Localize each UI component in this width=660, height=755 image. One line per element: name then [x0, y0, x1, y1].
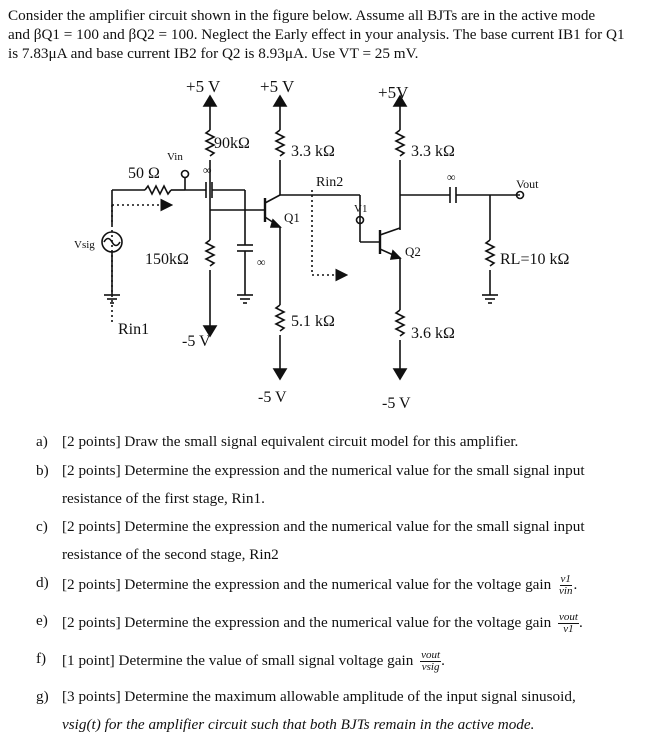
amplifier-circuit-diagram — [0, 70, 660, 420]
resistor-50 — [145, 186, 171, 194]
label-vsig: Vsig — [74, 239, 95, 251]
vin-node — [182, 171, 189, 178]
label-neg-1: -5 V — [182, 333, 211, 350]
label-3k3-2: 3.3 kΩ — [411, 143, 455, 160]
label-3k3-1: 3.3 kΩ — [291, 143, 335, 160]
label-cap-inf-3: ∞ — [447, 170, 456, 184]
gain-fraction-d: $\frac{v1}{\text{vin}}$ — [559, 573, 573, 597]
label-q2: Q2 — [405, 244, 421, 259]
label-cap-inf-2: ∞ — [257, 255, 266, 269]
supply-label-2: +5 V — [260, 77, 295, 96]
label-neg-2: -5 V — [258, 389, 287, 406]
gain-fraction-e: $\frac{\text{vout}}{v1}$ — [559, 611, 578, 635]
supply-label-1: +5 V — [186, 77, 221, 96]
label-v1: V1 — [354, 203, 368, 215]
label-5k1: 5.1 kΩ — [291, 313, 335, 330]
label-150k: 150kΩ — [145, 251, 189, 268]
label-vout: Vout — [516, 177, 539, 191]
supply-label-3: +5V — [378, 83, 409, 102]
resistor-90k — [206, 130, 214, 156]
label-90k: 90kΩ — [214, 135, 250, 152]
label-rin1: Rin1 — [118, 321, 150, 338]
resistor-150k — [206, 240, 214, 266]
resistor-load — [486, 240, 494, 266]
label-load: RL=10 kΩ — [500, 251, 570, 268]
label-neg-3: -5 V — [382, 395, 411, 412]
label-3k6: 3.6 kΩ — [411, 325, 455, 342]
resistor-5k1 — [276, 305, 284, 331]
intro-line-3: is 7.83μA and base current IB2 for Q2 is 8.93μA. Use VT = 25 mV. — [8, 45, 419, 62]
gain-fraction-f: $\frac{\text{vout}}{\text{vsig}}$ — [421, 649, 441, 673]
label-q1: Q1 — [284, 210, 300, 225]
resistor-3k6 — [396, 310, 404, 336]
resistor-3k3-q1 — [276, 130, 284, 156]
label-rin2: Rin2 — [316, 175, 344, 190]
intro-line-2: and βQ1 = 100 and βQ2 = 100. Neglect the Early effect in your analysis. The base current IB1 for Q1 — [8, 26, 625, 43]
intro-line-1: Consider the amplifier circuit shown in the figure below. Assume all BJTs are in the active mode — [8, 7, 596, 24]
label-cap-inf-1: ∞ — [203, 163, 212, 177]
label-vin: Vin — [167, 151, 183, 163]
problem-statement — [8, 6, 654, 63]
label-50: 50 Ω — [128, 165, 160, 182]
supply-arrow-head-1 — [204, 96, 216, 106]
resistor-3k3-q2 — [396, 130, 404, 156]
